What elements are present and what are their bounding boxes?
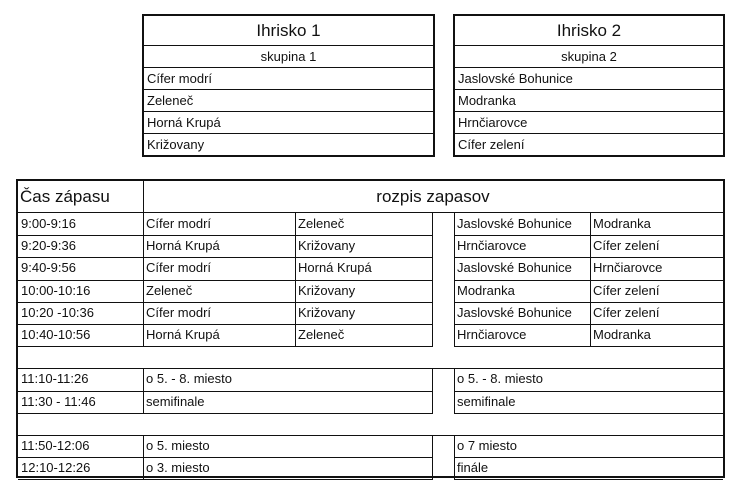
time-column-header: Čas zápasu xyxy=(20,187,110,206)
match-away-team: Modranka xyxy=(590,325,723,347)
schedule-table xyxy=(16,179,725,478)
match-away-team: Hrnčiarovce xyxy=(590,258,723,280)
playoff-match: o 5. - 8. miesto xyxy=(454,369,723,391)
match-time: 9:20-9:36 xyxy=(18,236,143,258)
playoff-match: o 3. miesto xyxy=(143,458,432,480)
team-row: Horná Krupá xyxy=(144,112,433,134)
match-time: 11:30 - 11:46 xyxy=(18,392,143,414)
match-away-team: Cífer zelení xyxy=(590,236,723,258)
match-time: 10:20 -10:36 xyxy=(18,303,143,325)
group-box-field-2 xyxy=(453,14,725,157)
match-home-team: Jaslovské Bohunice xyxy=(454,303,590,325)
grid-line xyxy=(454,369,455,413)
field-title: Ihrisko 2 xyxy=(455,16,723,46)
match-home-team: Modranka xyxy=(454,281,590,303)
grid-line xyxy=(295,212,296,347)
grid-line xyxy=(143,212,144,347)
team-row: Zeleneč xyxy=(144,90,433,112)
grid-line xyxy=(432,369,433,413)
match-away-team: Križovany xyxy=(295,281,432,303)
match-away-team: Modranka xyxy=(590,214,723,236)
match-home-team: Horná Krupá xyxy=(143,236,295,258)
team-row: Cífer modrí xyxy=(144,68,433,90)
spacer-row xyxy=(18,347,723,369)
match-away-team: Horná Krupá xyxy=(295,258,432,280)
playoff-match: finále xyxy=(454,458,723,480)
match-home-team: Jaslovské Bohunice xyxy=(454,214,590,236)
match-away-team: Križovany xyxy=(295,236,432,258)
playoff-match: o 5. - 8. miesto xyxy=(143,369,432,391)
match-time: 12:10-12:26 xyxy=(18,458,143,480)
match-away-team: Cífer zelení xyxy=(590,281,723,303)
playoff-match: o 7 miesto xyxy=(454,436,723,458)
grid-line xyxy=(432,436,433,480)
team-row: Jaslovské Bohunice xyxy=(455,68,723,90)
grid-line xyxy=(454,212,455,347)
match-time: 9:00-9:16 xyxy=(18,214,143,236)
grid-line xyxy=(432,212,433,347)
match-away-team: Zeleneč xyxy=(295,325,432,347)
team-row: Hrnčiarovce xyxy=(455,112,723,134)
grid-line xyxy=(143,369,144,413)
match-home-team: Jaslovské Bohunice xyxy=(454,258,590,280)
schedule-title: rozpis zapasov xyxy=(376,187,490,206)
team-row: Križovany xyxy=(147,137,205,152)
playoff-match: semifinale xyxy=(143,392,432,414)
match-time: 10:00-10:16 xyxy=(18,281,143,303)
match-home-team: Cífer modrí xyxy=(143,258,295,280)
match-home-team: Hrnčiarovce xyxy=(454,325,590,347)
spacer-row xyxy=(18,414,723,436)
grid-line xyxy=(454,436,455,480)
match-time: 11:50-12:06 xyxy=(18,436,143,458)
group-label: skupina 1 xyxy=(144,46,433,68)
match-home-team: Cífer modrí xyxy=(143,303,295,325)
match-away-team: Križovany xyxy=(295,303,432,325)
group-box-field-1 xyxy=(142,14,435,157)
match-home-team: Zeleneč xyxy=(143,281,295,303)
match-home-team: Horná Krupá xyxy=(143,325,295,347)
match-time: 9:40-9:56 xyxy=(18,258,143,280)
grid-line xyxy=(590,212,591,347)
match-away-team: Cífer zelení xyxy=(590,303,723,325)
group-label: skupina 2 xyxy=(455,46,723,68)
match-home-team: Hrnčiarovce xyxy=(454,236,590,258)
team-row: Modranka xyxy=(455,90,723,112)
match-home-team: Cífer modrí xyxy=(143,214,295,236)
grid-line xyxy=(143,436,144,480)
playoff-match: o 5. miesto xyxy=(143,436,432,458)
match-time: 10:40-10:56 xyxy=(18,325,143,347)
playoff-match: semifinale xyxy=(454,392,723,414)
team-row: Cífer zelení xyxy=(458,137,525,152)
match-time: 11:10-11:26 xyxy=(18,369,143,391)
match-away-team: Zeleneč xyxy=(295,214,432,236)
field-title: Ihrisko 1 xyxy=(144,16,433,46)
